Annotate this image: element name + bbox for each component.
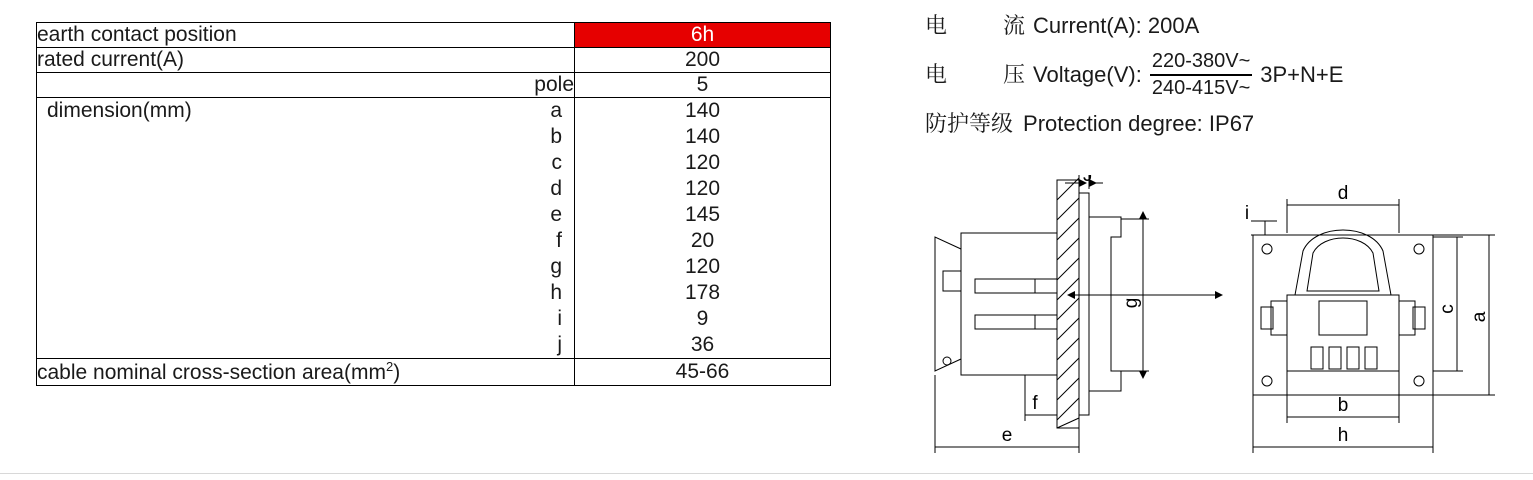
- dimension-letter-e: e: [550, 203, 562, 226]
- table-row-rated-current: [37, 48, 831, 73]
- cable-label-superscript: 2: [385, 359, 394, 374]
- dimension-value-b: 140: [575, 124, 831, 150]
- table-row-dimension-g: [37, 254, 831, 280]
- dimension-value-c: 120: [575, 150, 831, 176]
- row-value-cable-area: 45-66: [575, 359, 831, 386]
- dimension-letter-i: i: [557, 307, 562, 330]
- footer-divider: [0, 473, 1533, 474]
- protection-en-label: Protection degree: IP67: [1023, 110, 1255, 136]
- dimension-value-h: 178: [575, 280, 831, 306]
- info-row-protection: [925, 110, 1515, 138]
- label-f: f: [1032, 393, 1038, 414]
- table-row-dimension-j: [37, 332, 831, 359]
- dimension-cell-b: [37, 124, 575, 150]
- voltage-denominator: 240-415V~: [1151, 76, 1251, 99]
- label-i: i: [1244, 203, 1250, 224]
- dimension-value-d: 120: [575, 176, 831, 202]
- dimension-letter-g: g: [550, 255, 562, 278]
- table-row-earth-contact-position: [37, 23, 831, 48]
- table-row-cable-area: [37, 359, 831, 386]
- table-row-dimension-f: [37, 228, 831, 254]
- label-a: a: [1469, 311, 1490, 323]
- row-label-cable-area: [37, 359, 575, 386]
- dimension-value-j: 36: [575, 332, 831, 359]
- dimension-letter-c: c: [551, 151, 562, 174]
- voltage-cn-char-2: 压: [1003, 61, 1026, 87]
- dimension-title: dimension(mm): [47, 99, 192, 122]
- label-h: h: [1337, 425, 1349, 446]
- dimension-value-f: 20: [575, 228, 831, 254]
- row-value-rated-current: 200: [575, 48, 831, 73]
- row-label-earth-contact-position: earth contact position: [37, 23, 575, 48]
- current-en-label: Current(A): 200A: [1033, 13, 1200, 38]
- dimension-cell-i: [37, 306, 575, 332]
- table-row-pole: [37, 73, 831, 98]
- info-row-voltage: [925, 50, 1515, 100]
- voltage-cn-label: [925, 61, 1033, 89]
- drawing-svg: [915, 175, 1525, 465]
- info-row-current: [925, 12, 1515, 40]
- label-d: d: [1337, 183, 1349, 204]
- dimension-cell-d: [37, 176, 575, 202]
- protection-cn-label: 防护等级: [925, 110, 1014, 136]
- dimension-cell-c: [37, 150, 575, 176]
- product-info-block: [925, 12, 1515, 147]
- specification-table: [36, 22, 831, 386]
- dimension-cell-g: [37, 254, 575, 280]
- table-row-dimension-b: [37, 124, 831, 150]
- voltage-en-label: Voltage(V):: [1033, 61, 1142, 87]
- dimension-letter-a: a: [550, 99, 562, 122]
- label-j: J: [1083, 175, 1093, 186]
- table-row-dimension-h: [37, 280, 831, 306]
- dimension-cell-f: [37, 228, 575, 254]
- table-row-dimension-a: [37, 98, 831, 125]
- dimension-value-a: 140: [575, 98, 831, 125]
- dimension-value-i: 9: [575, 306, 831, 332]
- row-value-pole: 5: [575, 73, 831, 98]
- dimension-cell-e: [37, 202, 575, 228]
- current-cn-char-2: 流: [1003, 13, 1026, 38]
- cable-label-end: ): [393, 361, 401, 384]
- label-e: e: [1001, 425, 1013, 446]
- dimension-cell-a: [37, 98, 575, 125]
- voltage-fraction: [1150, 50, 1252, 100]
- dimension-cell-h: [37, 280, 575, 306]
- label-g: g: [1121, 297, 1142, 309]
- table-row-dimension-e: [37, 202, 831, 228]
- current-cn-char-1: 电: [925, 13, 948, 38]
- row-label-pole: pole: [37, 73, 575, 98]
- row-label-rated-current: rated current(A): [37, 48, 575, 73]
- dimension-value-g: 120: [575, 254, 831, 280]
- row-value-earth-contact-position: 6h: [575, 23, 831, 48]
- dimension-letter-d: d: [550, 177, 562, 200]
- dimension-letter-j: j: [557, 333, 562, 356]
- dimension-letter-f: f: [556, 229, 562, 252]
- voltage-suffix: 3P+N+E: [1260, 61, 1344, 87]
- table-row-dimension-c: [37, 150, 831, 176]
- voltage-cn-char-1: 电: [925, 61, 948, 87]
- dimension-letter-b: b: [550, 125, 562, 148]
- dimension-letter-h: h: [550, 281, 562, 304]
- dimension-value-e: 145: [575, 202, 831, 228]
- voltage-numerator: 220-380V~: [1151, 49, 1251, 72]
- label-b: b: [1337, 395, 1349, 416]
- current-cn-label: [925, 12, 1033, 40]
- technical-drawings: [915, 175, 1525, 465]
- table-row-dimension-i: [37, 306, 831, 332]
- label-c: c: [1437, 304, 1458, 314]
- cable-label-main: cable nominal cross-section area(mm: [37, 361, 386, 384]
- dimension-cell-j: [37, 332, 575, 359]
- table-row-dimension-d: [37, 176, 831, 202]
